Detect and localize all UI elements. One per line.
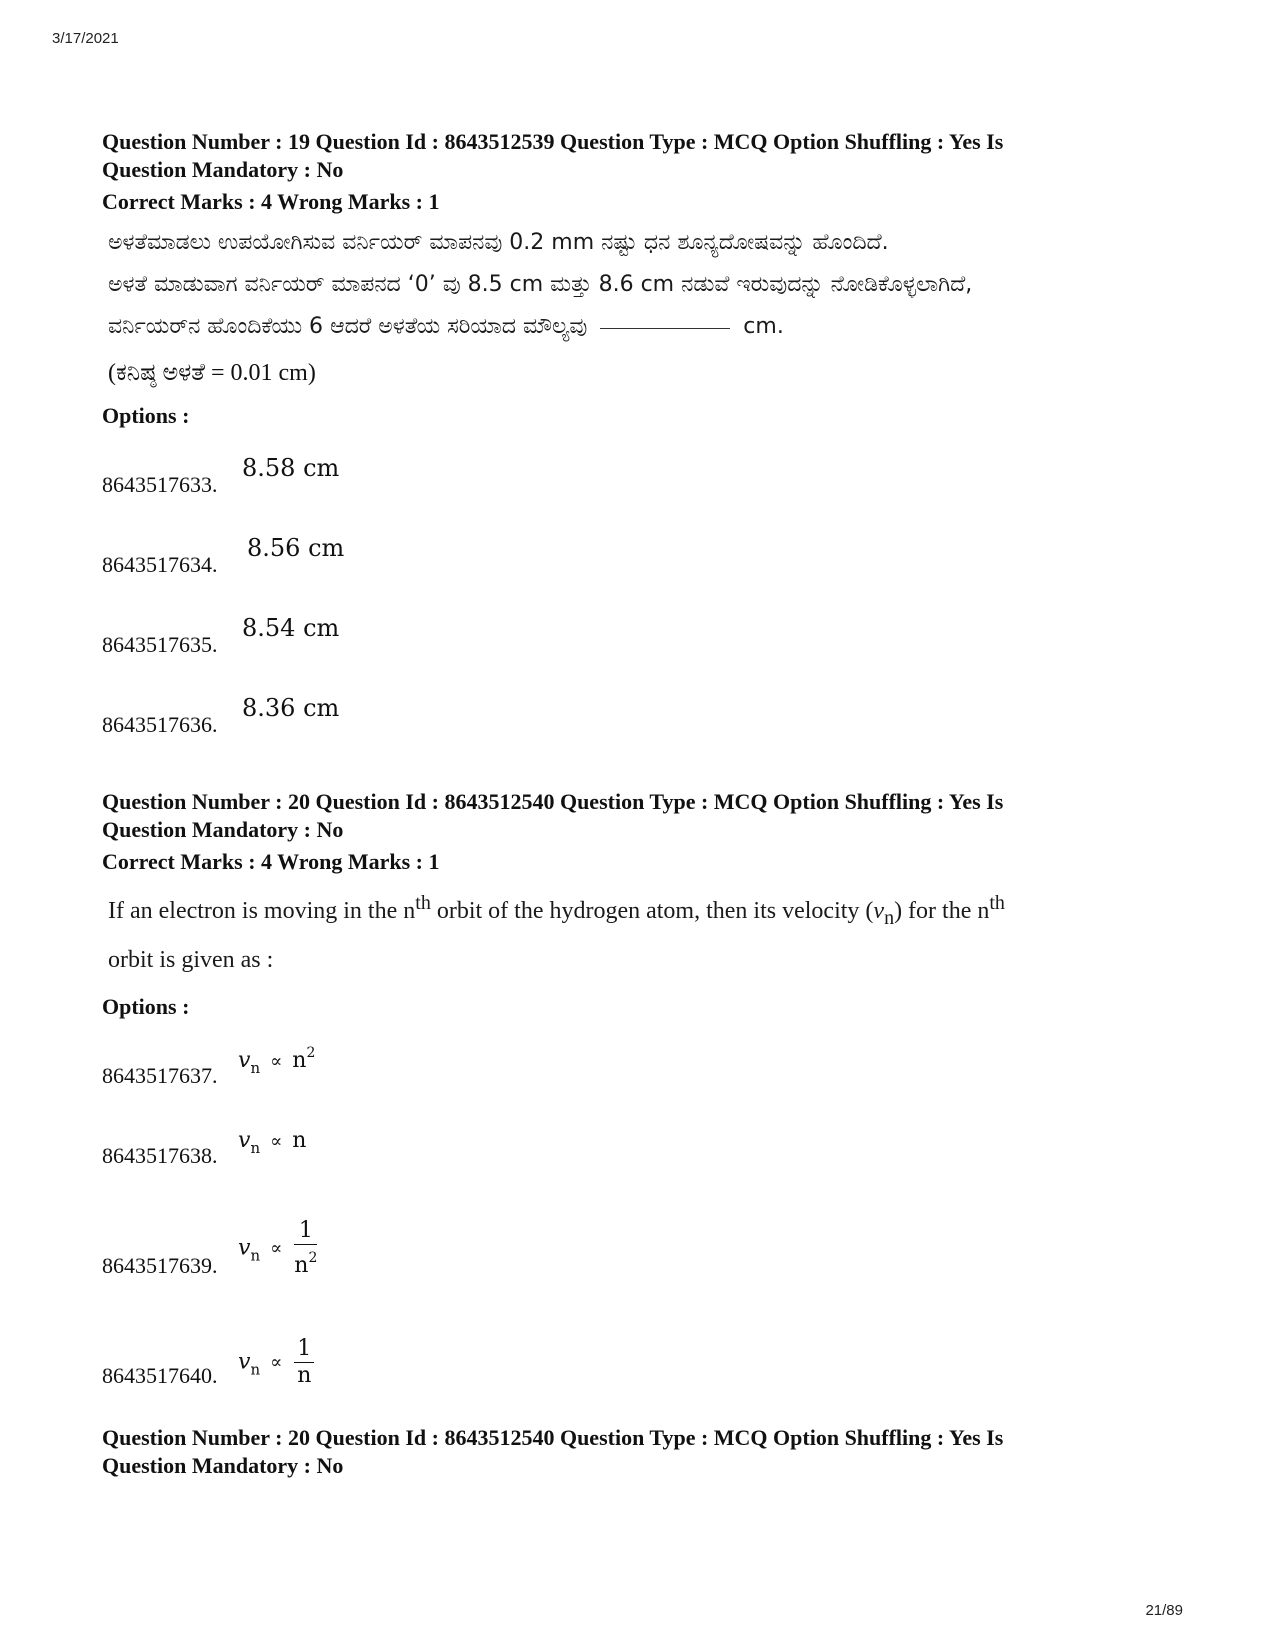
proportional-symbol: ∝ <box>270 1352 283 1374</box>
option-id: 8643517636. <box>102 712 218 737</box>
question-20-repeat <box>102 1424 1182 1480</box>
stem-text: orbit of the hydrogen atom, then its velocity ( <box>430 898 874 924</box>
option-id: 8643517638. <box>102 1142 218 1168</box>
denominator-base: n <box>294 1252 309 1278</box>
fraction-numerator: 1 <box>294 1218 317 1245</box>
option-id: 8643517637. <box>102 1062 218 1088</box>
stem-line-1: ಅಳತೆಮಾಡಲು ಉಪಯೋಗಿಸುವ ವರ್ನಿಯರ್ ಮಾಪನವು 0.2 mm ನಷ್ಟು ಧನ ಶೂನ್ಯದೋಷವನ್ನು ಹೊಂದಿದೆ. <box>108 230 889 255</box>
option-item[interactable] <box>102 1187 1182 1297</box>
option-value: 8.36 cm <box>242 694 340 722</box>
option-item[interactable] <box>102 596 1182 676</box>
velocity-symbol: v <box>873 898 885 924</box>
stem-line-2: ಅಳತೆ ಮಾಡುವಾಗ ವರ್ನಿಯರ್ ಮಾಪನದ ‘0’ ವು 8.5 cm ಮತ್ತು 8.6 cm ನಡುವೆ ಇರುವುದನ್ನು ನೋಡಿಕೊಳ್ಳಲಾಗಿದೆ, <box>108 272 973 297</box>
option-item[interactable] <box>102 676 1182 756</box>
question-meta-line1: Question Number : 20 Question Id : 8643512540 Question Type : MCQ Option Shuffling : Yes Is <box>102 1425 1004 1450</box>
option-item[interactable] <box>102 1297 1182 1407</box>
question-meta-line1: Question Number : 19 Question Id : 8643512539 Question Type : MCQ Option Shuffling : Yes Is <box>102 129 1004 154</box>
options-list <box>102 1027 1182 1407</box>
velocity-subscript: n <box>250 1138 261 1157</box>
fraction-denominator <box>294 1245 317 1279</box>
option-formula <box>238 1045 315 1077</box>
fraction <box>294 1336 314 1389</box>
question-marks: Correct Marks : 4 Wrong Marks : 1 <box>102 189 440 214</box>
stem-sup: th <box>415 892 431 914</box>
velocity-symbol: v <box>238 1047 251 1073</box>
question-meta-line1: Question Number : 20 Question Id : 8643512540 Question Type : MCQ Option Shuffling : Yes Is <box>102 789 1004 814</box>
page-number: 21/89 <box>1145 1602 1183 1619</box>
formula-exponent: 2 <box>306 1044 316 1061</box>
option-id: 8643517639. <box>102 1252 218 1278</box>
option-formula <box>238 1128 306 1157</box>
stem-text: ) for the n <box>894 898 990 924</box>
stem-line-2: orbit is given as : <box>108 946 274 973</box>
fraction-numerator: 1 <box>294 1336 314 1363</box>
velocity-symbol: v <box>238 1349 251 1375</box>
proportional-symbol: ∝ <box>270 1238 283 1260</box>
question-meta-line2: Question Mandatory : No <box>102 1453 344 1478</box>
velocity-symbol: v <box>238 1127 251 1153</box>
options-list <box>102 436 1182 756</box>
stem-line-3-unit: cm. <box>743 314 784 339</box>
option-formula <box>238 1336 314 1389</box>
question-stem <box>108 222 1182 348</box>
proportional-symbol: ∝ <box>270 1130 283 1152</box>
question-marks: Correct Marks : 4 Wrong Marks : 1 <box>102 849 440 874</box>
velocity-subscript: n <box>884 906 895 929</box>
page-date: 3/17/2021 <box>52 30 119 47</box>
option-value: 8.54 cm <box>242 614 340 642</box>
fraction-denominator: n <box>297 1362 312 1388</box>
velocity-symbol: v <box>238 1235 251 1261</box>
question-stem <box>108 882 1182 981</box>
formula-rhs: n <box>292 1127 307 1153</box>
question-20 <box>102 788 1182 1407</box>
option-value: 8.56 cm <box>247 534 345 562</box>
question-19 <box>102 128 1182 756</box>
velocity-subscript: n <box>250 1246 261 1265</box>
stem-text: If an electron is moving in the n <box>108 898 416 924</box>
stem-line-3-text: ವರ್ನಿಯರ್‌ನ ಹೊಂದಿಕೆಯು 6 ಆದರೆ ಅಳತೆಯ ಸರಿಯಾದ ಮೌಲ್ಯವು <box>108 314 588 339</box>
options-label: Options : <box>102 993 190 1019</box>
question-meta-line2: Question Mandatory : No <box>102 157 344 182</box>
option-item[interactable] <box>102 436 1182 516</box>
stem-line-3 <box>108 306 1182 348</box>
option-item[interactable] <box>102 1107 1182 1187</box>
option-item[interactable] <box>102 516 1182 596</box>
options-label: Options : <box>102 403 190 428</box>
stem-line-1 <box>108 882 1182 939</box>
answer-blank <box>600 328 730 329</box>
option-formula <box>238 1218 317 1279</box>
fraction <box>294 1218 317 1279</box>
option-id: 8643517640. <box>102 1362 218 1388</box>
velocity-subscript: n <box>250 1360 261 1379</box>
velocity-subscript: n <box>250 1058 261 1077</box>
option-id: 8643517635. <box>102 632 218 657</box>
formula-rhs: n <box>292 1047 307 1073</box>
denominator-exponent: 2 <box>308 1249 318 1266</box>
option-id: 8643517634. <box>102 552 218 577</box>
proportional-symbol: ∝ <box>270 1050 283 1072</box>
question-meta-line2: Question Mandatory : No <box>102 817 344 842</box>
option-item[interactable] <box>102 1027 1182 1107</box>
stem-sup: th <box>989 892 1005 914</box>
option-value: 8.58 cm <box>242 454 340 482</box>
least-count-note: (ಕನಿಷ್ಠ ಅಳತೆ = 0.01 cm) <box>108 360 316 386</box>
option-id: 8643517633. <box>102 472 218 497</box>
